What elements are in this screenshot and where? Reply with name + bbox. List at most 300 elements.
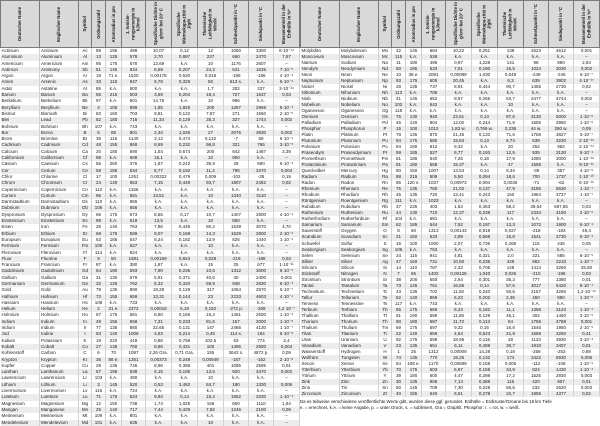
- cell-waermekapazitaet: 0,14: [172, 394, 198, 400]
- cell-atomradius: 135: [406, 84, 422, 90]
- cell-symbol: Ar: [79, 73, 92, 79]
- cell-waermekapazitaet: 0,129: [472, 313, 498, 319]
- cell-englischer-name: Hydrogen: [340, 349, 379, 355]
- cell-atomradius: 185: [106, 237, 122, 243]
- cell-schmelzpunkt: 114 s.: [224, 331, 249, 337]
- cell-atomradius: 235: [406, 204, 422, 210]
- cell-leitfaehigkeit: k.A.: [198, 205, 224, 211]
- cell-deutscher-name: Gold: [1, 287, 40, 293]
- cell-siedepunkt: 1635: [249, 67, 274, 73]
- cell-ionisierungsenergie: 651: [422, 343, 446, 349]
- cell-schmelzpunkt: k.A.: [224, 388, 249, 394]
- cell-atomradius: 140: [406, 120, 422, 126]
- cell-symbol: Cs: [79, 161, 92, 167]
- cell-dichte: 2,26 Gra.: [146, 350, 172, 356]
- cell-symbol: Si: [379, 265, 392, 271]
- cell-siedepunkt: 5000: [549, 114, 574, 120]
- table-header: [1, 1, 300, 48]
- cell-ionisierungsenergie: 703: [122, 111, 146, 117]
- cell-deutscher-name: Silicium: [301, 265, 340, 271]
- cell-dichte: 12,41: [446, 192, 472, 198]
- cell-leitfaehigkeit: 138: [498, 48, 524, 55]
- cell-symbol: Cn: [79, 187, 92, 193]
- cell-englischer-name: Thulium: [340, 325, 379, 331]
- cell-atomradius: 135: [106, 363, 122, 369]
- cell-leitfaehigkeit: 7,82: [198, 407, 224, 413]
- cell-symbol: H: [379, 349, 392, 355]
- cell-siedepunkt: 890: [549, 60, 574, 66]
- cell-siedepunkt: 184: [249, 331, 274, 337]
- cell-siedepunkt: 765: [249, 142, 274, 148]
- cell-dichte: k.A.: [446, 216, 472, 222]
- cell-siedepunkt: -108: [549, 361, 574, 367]
- cell-schmelzpunkt: 1461: [224, 312, 249, 318]
- cell-siedepunkt: k.A.: [549, 301, 574, 307]
- cell-symbol: U: [379, 337, 392, 343]
- cell-waermekapazitaet: 0,242: [172, 161, 198, 167]
- cell-dichte: 1,87: [146, 262, 172, 268]
- cell-englischer-name: Iron: [40, 224, 79, 230]
- cell-leitfaehigkeit: 10,6: [198, 268, 224, 274]
- cell-massenanteil: –: [274, 375, 300, 381]
- cell-atomradius: k.A.: [406, 54, 422, 60]
- cell-symbol: Po: [379, 144, 392, 150]
- cell-schmelzpunkt: -249: [524, 72, 549, 78]
- cell-ordnungszahl: 11: [392, 60, 406, 66]
- cell-deutscher-name: Nickel: [301, 84, 340, 90]
- cell-atomradius: 125: [106, 54, 122, 60]
- cell-deutscher-name: Aluminium: [1, 54, 40, 60]
- cell-ordnungszahl: 13: [92, 54, 106, 60]
- cell-ordnungszahl: 34: [392, 253, 406, 259]
- cell-massenanteil: 1·10⁻⁴: [574, 367, 600, 373]
- cell-massenanteil: 0,002: [574, 96, 600, 102]
- cell-englischer-name: Nitrogen: [340, 271, 379, 277]
- cell-massenanteil: 6·10⁻⁴: [274, 268, 300, 274]
- col-header-massenanteil: Massenanteil in der Erdhülle in %*: [574, 1, 600, 48]
- cell-schmelzpunkt: -210: [524, 271, 549, 277]
- cell-waermekapazitaet: 0,132: [472, 355, 498, 361]
- cell-ordnungszahl: 35: [92, 136, 106, 142]
- cell-leitfaehigkeit: 22,7: [498, 391, 524, 397]
- cell-massenanteil: 5·10⁻⁷: [574, 132, 600, 138]
- cell-siedepunkt: -62: [549, 180, 574, 186]
- cell-siedepunkt: 2470: [249, 54, 274, 60]
- cell-massenanteil: –: [574, 301, 600, 307]
- cell-deutscher-name: Lutetium: [1, 394, 40, 400]
- cell-englischer-name: Thorium: [340, 319, 379, 325]
- cell-schmelzpunkt: 727: [224, 92, 249, 98]
- cell-leitfaehigkeit: 1,7: [198, 86, 224, 92]
- cell-leitfaehigkeit: 0,049: [498, 72, 524, 78]
- cell-leitfaehigkeit: k.A.: [198, 250, 224, 256]
- cell-siedepunkt: 5420: [549, 283, 574, 289]
- cell-englischer-name: Indium: [40, 319, 79, 325]
- cell-ionisierungsenergie: 578: [122, 54, 146, 60]
- cell-siedepunkt: 357: [549, 168, 574, 174]
- cell-symbol: Bh: [79, 124, 92, 130]
- cell-massenanteil: 2,64: [574, 60, 600, 66]
- cell-englischer-name: Darmstadtium: [40, 199, 79, 205]
- cell-massenanteil: 3,39: [274, 149, 300, 155]
- cell-deutscher-name: Lawrencium: [1, 375, 40, 381]
- cell-schmelzpunkt: k.A.: [524, 198, 549, 204]
- cell-englischer-name: Gadolinium: [40, 268, 79, 274]
- cell-symbol: Np: [379, 78, 392, 84]
- cell-massenanteil: –: [574, 102, 600, 108]
- cell-massenanteil: 6·10⁻⁴: [274, 281, 300, 287]
- cell-englischer-name: Meitnerium: [40, 413, 79, 419]
- cell-symbol: V: [379, 343, 392, 349]
- cell-dichte: 12,02: [446, 120, 472, 126]
- cell-ionisierungsenergie: 760: [122, 344, 146, 350]
- cell-waermekapazitaet: 0,388: [472, 379, 498, 385]
- cell-symbol: Te: [379, 295, 392, 301]
- cell-waermekapazitaet: k.A.: [172, 155, 198, 161]
- cell-englischer-name: Praseodymium: [340, 150, 379, 156]
- cell-schmelzpunkt: 1407: [224, 212, 249, 218]
- cell-englischer-name: Platinum: [340, 132, 379, 138]
- cell-waermekapazitaet: k.A.: [172, 388, 198, 394]
- cell-waermekapazitaet: k.A.: [472, 102, 498, 108]
- cell-schmelzpunkt: 613 s.: [224, 79, 249, 85]
- cell-dichte: 7,30: [446, 385, 472, 391]
- cell-deutscher-name: Magnesium: [1, 401, 40, 407]
- cell-symbol: Mo: [379, 48, 392, 55]
- cell-atomradius: k.A.: [406, 108, 422, 114]
- cell-dichte: 8,55: [146, 212, 172, 218]
- table-row: [1, 350, 300, 356]
- cell-atomradius: k.A.: [106, 250, 122, 256]
- cell-dichte: k.A.: [146, 413, 172, 419]
- cell-symbol: Ti: [379, 331, 392, 337]
- cell-englischer-name: Phosphorus: [340, 126, 379, 132]
- cell-ionisierungsenergie: 1023: [422, 198, 446, 204]
- cell-ionisierungsenergie: 419: [122, 338, 146, 344]
- cell-schmelzpunkt: 1855: [524, 391, 549, 397]
- cell-schmelzpunkt: 25: [224, 262, 249, 268]
- cell-schmelzpunkt: 1555: [524, 120, 549, 126]
- cell-massenanteil: 5·10⁻⁴: [274, 105, 300, 111]
- header-row: [301, 1, 600, 48]
- cell-deutscher-name: Thulium: [301, 325, 340, 331]
- cell-ordnungszahl: 17: [92, 174, 106, 180]
- cell-atomradius: 70: [106, 350, 122, 356]
- cell-dichte: 6,11: [446, 343, 472, 349]
- cell-atomradius: 200: [406, 277, 422, 283]
- cell-dichte: 6,77: [446, 150, 472, 156]
- cell-englischer-name: Strontium: [340, 277, 379, 283]
- table-row: [301, 391, 600, 397]
- cell-ionisierungsenergie: 601: [122, 98, 146, 104]
- cell-dichte: 11,34: [146, 117, 172, 123]
- cell-deutscher-name: Mangan: [1, 407, 40, 413]
- cell-englischer-name: Yttrium: [340, 373, 379, 379]
- cell-englischer-name: Magnesium: [40, 401, 79, 407]
- cell-englischer-name: Thallium: [340, 313, 379, 319]
- cell-ionisierungsenergie: 1037: [422, 180, 446, 186]
- cell-schmelzpunkt: 1526: [524, 373, 549, 379]
- cell-siedepunkt: 4265: [549, 289, 574, 295]
- cell-leitfaehigkeit: 401: [198, 363, 224, 369]
- cell-schmelzpunkt: 98: [524, 60, 549, 66]
- cell-englischer-name: Nickel: [340, 84, 379, 90]
- cell-massenanteil: 7,57: [274, 54, 300, 60]
- cell-siedepunkt: 5630: [549, 186, 574, 192]
- cell-siedepunkt: 2000: [249, 319, 274, 325]
- cell-symbol: K: [79, 338, 92, 344]
- cell-deutscher-name: Osmium: [301, 114, 340, 120]
- cell-ionisierungsenergie: 652: [422, 96, 446, 102]
- cell-dichte: 13,31: [146, 294, 172, 300]
- cell-symbol: Ru: [379, 210, 392, 216]
- cell-leitfaehigkeit: k.A.: [198, 413, 224, 419]
- cell-englischer-name: Holmium: [40, 312, 79, 318]
- cell-ionisierungsenergie: 710: [422, 210, 446, 216]
- cell-englischer-name: Oganesson: [340, 108, 379, 114]
- cell-englischer-name: Lutetium: [40, 394, 79, 400]
- cell-symbol: Zn: [379, 379, 392, 385]
- cell-atomradius: 190: [406, 144, 422, 150]
- cell-ionisierungsenergie: 824: [122, 250, 146, 256]
- cell-ordnungszahl: 86: [392, 180, 406, 186]
- cell-dichte: 12,37: [446, 210, 472, 216]
- cell-atomradius: 135: [406, 132, 422, 138]
- cell-dichte: k.A.: [146, 375, 172, 381]
- cell-atomradius: 180: [406, 162, 422, 168]
- cell-leitfaehigkeit: 35,9: [198, 161, 224, 167]
- cell-leitfaehigkeit: 81,6: [198, 319, 224, 325]
- cell-ionisierungsenergie: 760: [422, 186, 446, 192]
- cell-waermekapazitaet: 0,094: [472, 174, 498, 180]
- cell-atomradius: 180: [406, 373, 422, 379]
- cell-schmelzpunkt: 3186: [524, 186, 549, 192]
- cell-schmelzpunkt: 1964: [524, 192, 549, 198]
- cell-deutscher-name: Stickstoff: [301, 271, 340, 277]
- cell-massenanteil: 6·10⁻¹⁶: [574, 180, 600, 186]
- cell-siedepunkt: 3470: [249, 369, 274, 375]
- cell-siedepunkt: 2970: [249, 287, 274, 293]
- cell-deutscher-name: Vanadium: [301, 343, 340, 349]
- cell-symbol: P: [379, 126, 392, 132]
- cell-englischer-name: Nihonium: [340, 90, 379, 96]
- cell-ionisierungsenergie: 761: [422, 283, 446, 289]
- cell-leitfaehigkeit: 0,026: [498, 271, 524, 277]
- cell-massenanteil: 0,02: [574, 84, 600, 90]
- cell-massenanteil: –: [574, 216, 600, 222]
- cell-dichte: 15,37: [446, 162, 472, 168]
- cell-symbol: As: [79, 79, 92, 85]
- cell-waermekapazitaet: 0,182: [172, 237, 198, 243]
- cell-massenanteil: 6·10⁻⁵: [274, 331, 300, 337]
- cell-massenanteil: 1,94: [274, 401, 300, 407]
- cell-siedepunkt: k.A.: [249, 218, 274, 224]
- cell-dichte: 13,69: [146, 61, 172, 67]
- cell-atomradius: 140: [406, 331, 422, 337]
- cell-waermekapazitaet: k.A.: [172, 98, 198, 104]
- cell-symbol: Ne: [379, 72, 392, 78]
- cell-ordnungszahl: 7: [392, 271, 406, 277]
- cell-englischer-name: Actinium: [40, 48, 79, 55]
- cell-leitfaehigkeit: 53,7: [498, 96, 524, 102]
- cell-dichte: 5,24: [146, 237, 172, 243]
- cell-siedepunkt: 3000: [549, 156, 574, 162]
- cell-siedepunkt: 3260: [549, 265, 574, 271]
- cell-symbol: B: [79, 130, 92, 136]
- cell-leitfaehigkeit: 11,4: [198, 168, 224, 174]
- cell-siedepunkt: k.A.: [249, 375, 274, 381]
- cell-symbol: Rb: [379, 204, 392, 210]
- cell-massenanteil: 7·10⁻⁵: [274, 67, 300, 73]
- cell-siedepunkt: 2730: [549, 84, 574, 90]
- cell-atomradius: 130: [406, 210, 422, 216]
- cell-ordnungszahl: 27: [92, 344, 106, 350]
- cell-dichte: 10,50: [446, 259, 472, 265]
- cell-englischer-name: Protactinium: [340, 162, 379, 168]
- footnote-line-2: e. = errechnet, k.A. = keine Angabe, p. = unter Druck, s. = sublimiert, Gra = Graphit, Phosphor: r. = rot, w. = weiß.: [300, 404, 520, 410]
- cell-schmelzpunkt: k.A.: [224, 250, 249, 256]
- cell-ionisierungsenergie: 558: [122, 319, 146, 325]
- cell-dichte: 5,91: [146, 275, 172, 281]
- cell-massenanteil: 4·10⁻⁴: [274, 73, 300, 79]
- cell-waermekapazitaet: k.A.: [172, 300, 198, 306]
- cell-atomradius: 180: [106, 268, 122, 274]
- cell-deutscher-name: Mendelevium: [1, 420, 40, 426]
- cell-waermekapazitaet: 0,168: [172, 231, 198, 237]
- cell-schmelzpunkt: 639: [524, 138, 549, 144]
- cell-deutscher-name: Samarium: [301, 222, 340, 228]
- cell-waermekapazitaet: 0,113: [472, 319, 498, 325]
- cell-siedepunkt: -246: [549, 72, 574, 78]
- cell-massenanteil: 0,09: [274, 407, 300, 413]
- cell-ordnungszahl: 2: [92, 306, 106, 312]
- cell-leitfaehigkeit: 10: [198, 155, 224, 161]
- cell-deutscher-name: Phosphor: [301, 126, 340, 132]
- cell-atomradius: k.A.: [106, 193, 122, 199]
- cell-englischer-name: Curium: [40, 193, 79, 199]
- cell-ordnungszahl: 49: [92, 319, 106, 325]
- cell-englischer-name: Polonium: [340, 144, 379, 150]
- cell-englischer-name: Zirconium: [340, 391, 379, 397]
- cell-schmelzpunkt: -39: [524, 168, 549, 174]
- cell-siedepunkt: k.A.: [249, 124, 274, 130]
- cell-waermekapazitaet: k.A.: [172, 86, 198, 92]
- cell-waermekapazitaet: 0,243: [472, 192, 498, 198]
- cell-leitfaehigkeit: 10: [198, 61, 224, 67]
- cell-ordnungszahl: 26: [92, 224, 106, 230]
- cell-leitfaehigkeit: 6,3: [498, 78, 524, 84]
- cell-waermekapazitaet: 0,523: [472, 331, 498, 337]
- cell-schmelzpunkt: 232: [524, 385, 549, 391]
- cell-leitfaehigkeit: 14,3: [198, 231, 224, 237]
- cell-ordnungszahl: 117: [392, 301, 406, 307]
- cell-symbol: Er: [79, 231, 92, 237]
- cell-schmelzpunkt: 1668: [524, 331, 549, 337]
- cell-waermekapazitaet: 0,238: [472, 210, 498, 216]
- cell-atomradius: 145: [106, 382, 122, 388]
- cell-dichte: k.A.: [446, 247, 472, 253]
- cell-symbol: Es: [79, 218, 92, 224]
- cell-ionisierungsenergie: 635: [122, 420, 146, 426]
- cell-englischer-name: Radon: [340, 180, 379, 186]
- cell-leitfaehigkeit: 54: [498, 319, 524, 325]
- cell-leitfaehigkeit: 10: [198, 243, 224, 249]
- cell-siedepunkt: 3030: [549, 66, 574, 72]
- col-header-atomradius: Atomradius in pm: [406, 1, 422, 48]
- cell-waermekapazitaet: 0,301: [472, 277, 498, 283]
- cell-deutscher-name: Zirconium: [301, 391, 340, 397]
- cell-symbol: Sc: [379, 234, 392, 240]
- cell-ordnungszahl: 87: [92, 262, 106, 268]
- cell-schmelzpunkt: -112: [524, 361, 549, 367]
- cell-ionisierungsenergie: 581: [422, 216, 446, 222]
- cell-siedepunkt: 3123: [549, 307, 574, 313]
- cell-leitfaehigkeit: 10: [498, 102, 524, 108]
- cell-ionisierungsenergie: 709: [422, 385, 446, 391]
- cell-schmelzpunkt: 1652: [224, 394, 249, 400]
- cell-siedepunkt: 3930: [549, 337, 574, 343]
- cell-leitfaehigkeit: 96,8: [198, 142, 224, 148]
- cell-dichte: 2,70: [146, 54, 172, 60]
- cell-symbol: Md: [79, 420, 92, 426]
- cell-deutscher-name: Chlor: [1, 174, 40, 180]
- cell-symbol: Am: [79, 61, 92, 67]
- cell-dichte: 0,53: [146, 382, 172, 388]
- cell-leitfaehigkeit: 10: [198, 193, 224, 199]
- cell-leitfaehigkeit: 10: [198, 98, 224, 104]
- cell-schmelzpunkt: -218: [524, 228, 549, 234]
- cell-englischer-name: Manganese: [40, 407, 79, 413]
- cell-deutscher-name: Flerovium: [1, 250, 40, 256]
- cell-ionisierungsenergie: 733: [122, 300, 146, 306]
- cell-ordnungszahl: 77: [92, 325, 106, 331]
- cell-atomradius: 145: [406, 283, 422, 289]
- cell-ionisierungsenergie: 684: [422, 48, 446, 55]
- cell-ionisierungsenergie: 906: [422, 379, 446, 385]
- cell-dichte: 3,12: [146, 136, 172, 142]
- cell-ordnungszahl: 78: [392, 132, 406, 138]
- cell-schmelzpunkt: k.A.: [524, 247, 549, 253]
- cell-ionisierungsenergie: 834: [122, 67, 146, 73]
- cell-leitfaehigkeit: 87,6: [498, 114, 524, 120]
- cell-schmelzpunkt: -7: [224, 136, 249, 142]
- cell-schmelzpunkt: 420: [524, 379, 549, 385]
- cell-siedepunkt: 3330: [249, 394, 274, 400]
- cell-ionisierungsenergie: 376: [122, 161, 146, 167]
- cell-symbol: Y: [379, 373, 392, 379]
- cell-waermekapazitaet: 0,202: [472, 295, 498, 301]
- cell-atomradius: 155: [406, 391, 422, 397]
- cell-ionisierungsenergie: 716: [122, 117, 146, 123]
- cell-waermekapazitaet: 0,195: [172, 369, 198, 375]
- cell-dichte: 22,61: [446, 114, 472, 120]
- cell-deutscher-name: Dysprosium: [1, 212, 40, 218]
- cell-schmelzpunkt: 1455: [524, 84, 549, 90]
- cell-massenanteil: 0,19: [274, 174, 300, 180]
- cell-waermekapazitaet: 0,129: [172, 287, 198, 293]
- cell-ionisierungsenergie: 605: [422, 78, 446, 84]
- cell-ionisierungsenergie: 589: [122, 231, 146, 237]
- cell-siedepunkt: 1744: [249, 117, 274, 123]
- cell-siedepunkt: 1110: [249, 401, 274, 407]
- cell-ionisierungsenergie: 840: [422, 114, 446, 120]
- cell-waermekapazitaet: 0,13: [472, 138, 498, 144]
- cell-englischer-name: Rhenium: [340, 186, 379, 192]
- cell-ordnungszahl: 80: [392, 168, 406, 174]
- cell-englischer-name: Neodymium: [340, 66, 379, 72]
- cell-schmelzpunkt: 1176: [224, 61, 249, 67]
- cell-massenanteil: –: [274, 420, 300, 426]
